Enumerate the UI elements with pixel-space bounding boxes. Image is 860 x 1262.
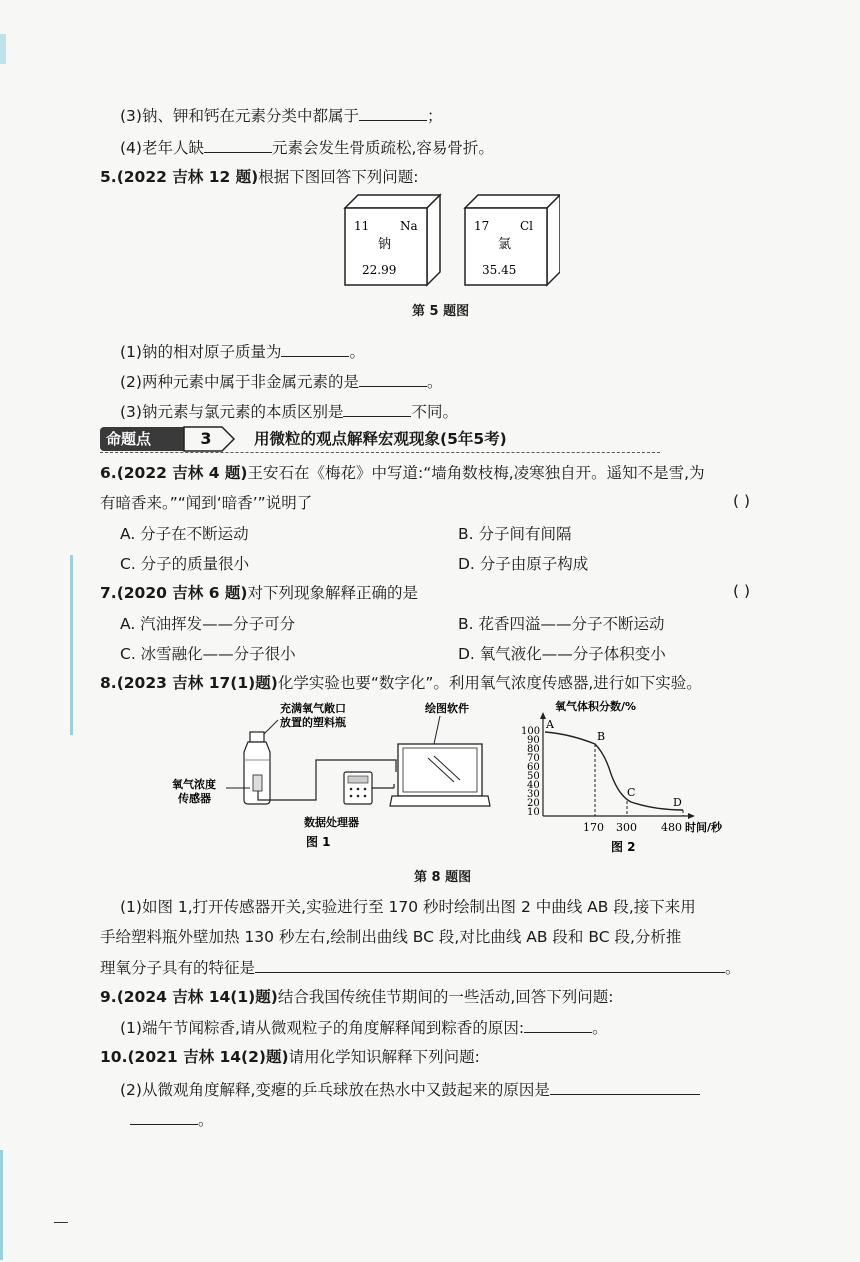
element-symbol: Na	[400, 219, 418, 233]
q5-item2: (2)两种元素中属于非金属元素的是 。	[120, 370, 442, 393]
answer-blank[interactable]	[524, 1016, 592, 1033]
processor-label: 数据处理器	[304, 816, 359, 829]
svg-text:30: 30	[527, 789, 540, 800]
software-label: 绘图软件	[425, 702, 469, 715]
margin-bar	[70, 555, 73, 735]
svg-text:90: 90	[527, 735, 540, 746]
svg-text:480: 480	[661, 821, 682, 834]
option-c[interactable]: C. 冰雪融化——分子很小	[120, 645, 296, 663]
section-number: 3	[200, 429, 212, 448]
figure-1-caption: 图 1	[306, 835, 331, 849]
svg-text:50: 50	[527, 771, 540, 782]
q6-stem-line1: 6.(2022 吉林 4 题)王安石在《梅花》中写道:“墙角数枝梅,凌寒独自开。遥知不是雪,为	[100, 464, 705, 482]
answer-blank[interactable]	[359, 104, 427, 121]
option-c[interactable]: C. 分子的质量很小	[120, 555, 250, 573]
answer-blank[interactable]	[550, 1078, 700, 1095]
figure-caption: 第 8 题图	[414, 870, 472, 885]
plastic-bottle	[244, 732, 270, 804]
q5-stem: 5.(2022 吉林 12 题)根据下图回答下列问题:	[100, 168, 419, 186]
answer-blank[interactable]	[130, 1108, 198, 1125]
answer-paren[interactable]: ( )	[733, 582, 751, 600]
atomic-number: 11	[354, 219, 370, 233]
section-title: 用微粒的观点解释宏观现象(5年5考)	[254, 430, 507, 448]
q10-item2-line2: 。	[130, 1108, 214, 1131]
svg-text:D: D	[673, 796, 682, 809]
answer-blank[interactable]	[281, 340, 349, 357]
element-cell-cl	[465, 195, 560, 285]
atomic-mass: 35.45	[482, 263, 517, 277]
option-a[interactable]: A. 汽油挥发——分子可分	[120, 615, 296, 633]
bottle-label: 充满氧气敞口	[280, 702, 346, 715]
section-divider	[100, 452, 660, 453]
oxygen-curve-figure	[515, 698, 745, 863]
svg-text:C: C	[627, 786, 636, 799]
answer-blank[interactable]	[343, 400, 411, 417]
laptop	[390, 744, 490, 806]
element-name: 钠	[378, 237, 392, 252]
figure-2-caption: 图 2	[611, 840, 636, 854]
data-processor	[344, 772, 372, 804]
element-name: 氯	[498, 237, 512, 252]
option-b[interactable]: B. 分子间有间隔	[458, 525, 572, 543]
q6-stem-line2: 有暗香来。”“闻到‘暗香’”说明了	[100, 494, 313, 512]
q10-item2-line1: (2)从微观角度解释,变瘪的乒乓球放在热水中又鼓起来的原因是	[120, 1078, 700, 1101]
q4-item3: (3)钠、钾和钙在元素分类中都属于 ；	[120, 104, 442, 127]
q8-stem: 8.(2023 吉林 17(1)题)化学实验也要“数字化”。利用氧气浓度传感器,进行如下实验。	[100, 674, 702, 692]
option-a[interactable]: A. 分子在不断运动	[120, 525, 249, 543]
y-tick-labels	[521, 726, 540, 818]
atomic-mass: 22.99	[362, 263, 397, 277]
bottle-label: 放置的塑料瓶	[280, 716, 346, 729]
svg-text:B: B	[597, 730, 606, 743]
q7-stem: 7.(2020 吉林 6 题)对下列现象解释正确的是	[100, 584, 418, 602]
svg-text:80: 80	[527, 744, 540, 755]
option-d[interactable]: D. 氧气液化——分子体积变小	[458, 645, 666, 663]
q9-stem: 9.(2024 吉林 14(1)题)结合我国传统佳节期间的一些活动,回答下列问题:	[100, 988, 614, 1006]
q4-item4: (4)老年人缺 元素会发生骨质疏松,容易骨折。	[120, 136, 494, 159]
svg-text:170: 170	[583, 821, 604, 834]
svg-text:60: 60	[527, 762, 540, 773]
page-corner-mark	[54, 1222, 68, 1223]
q8-item1-line3: 理氧分子具有的特征是 。	[100, 956, 741, 979]
answer-paren[interactable]: ( )	[733, 492, 751, 510]
option-d[interactable]: D. 分子由原子构成	[458, 555, 589, 573]
q10-stem: 10.(2021 吉林 14(2)题)请用化学知识解释下列问题:	[100, 1048, 480, 1066]
sensor-label: 传感器	[178, 792, 211, 805]
x-tick-labels	[583, 821, 682, 834]
svg-text:300: 300	[616, 821, 637, 834]
option-b[interactable]: B. 花香四溢——分子不断运动	[458, 615, 665, 633]
y-axis-label: 氧气体积分数/%	[555, 700, 637, 713]
q9-item1: (1)端午节闻粽香,请从微观粒子的角度解释闻到粽香的原因: 。	[120, 1016, 608, 1039]
edge-mark	[0, 34, 6, 64]
answer-blank[interactable]	[255, 956, 725, 973]
sensor-label: 氧气浓度	[172, 778, 216, 791]
answer-blank[interactable]	[359, 370, 427, 387]
element-cell-na	[345, 195, 440, 285]
svg-text:A: A	[546, 718, 554, 731]
answer-blank[interactable]	[204, 136, 272, 153]
atomic-number: 17	[474, 219, 490, 233]
apparatus-figure	[170, 700, 500, 860]
margin-bar	[0, 1150, 3, 1260]
curve-point-labels	[545, 718, 682, 809]
element-cells-figure	[340, 190, 560, 290]
q8-item1-line2: 手给塑料瓶外壁加热 130 秒左右,绘制出曲线 BC 段,对比曲线 AB 段和 BC 段,分析推	[100, 928, 682, 946]
svg-text:40: 40	[527, 780, 540, 791]
q5-item1: (1)钠的相对原子质量为 。	[120, 340, 365, 363]
q5-item3: (3)钠元素与氯元素的本质区别是 不同。	[120, 400, 458, 423]
svg-text:100: 100	[521, 726, 541, 737]
section-tag: 命题点	[100, 427, 212, 451]
oxygen-curve	[545, 732, 683, 810]
element-symbol: Cl	[520, 219, 534, 233]
svg-text:10: 10	[527, 807, 540, 818]
x-axis-label: 时间/秒	[685, 821, 723, 834]
svg-text:70: 70	[527, 753, 540, 764]
figure-caption: 第 5 题图	[412, 304, 470, 319]
svg-text:20: 20	[527, 798, 540, 809]
q8-item1-line1: (1)如图 1,打开传感器开关,实验进行至 170 秒时绘制出图 2 中曲线 AB 段,接下来用	[120, 898, 696, 916]
